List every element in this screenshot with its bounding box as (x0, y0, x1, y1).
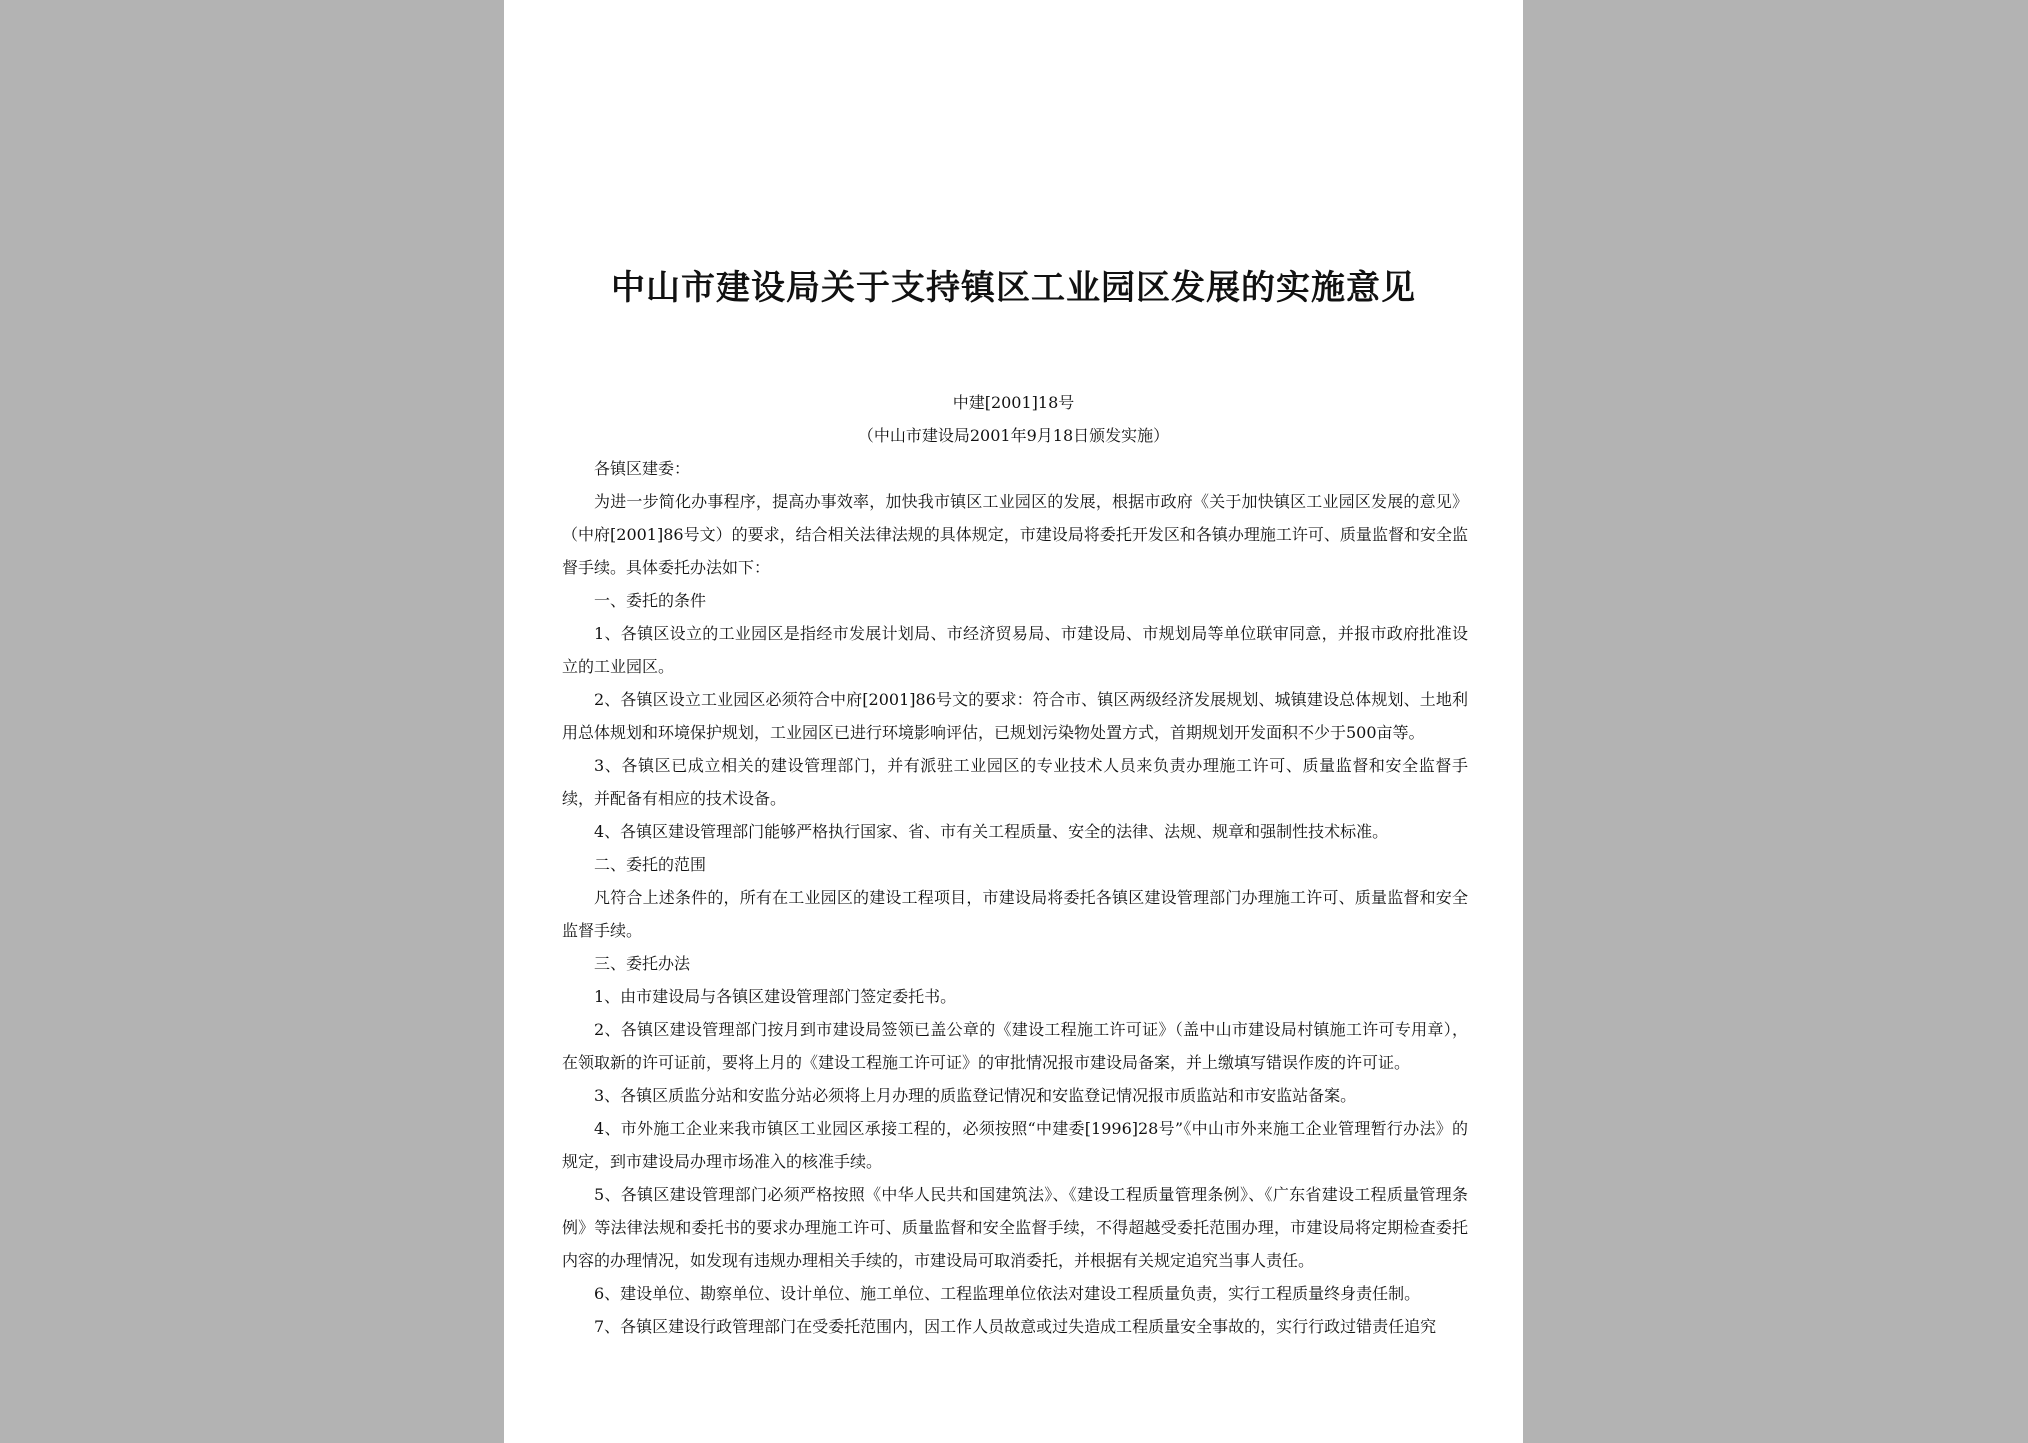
paragraph: 为进一步简化办事程序，提高办事效率，加快我市镇区工业园区的发展，根据市政府《关于加快镇区工业园区发展的意见》（中府[2001]86号文）的要求，结合相关法律法规的具体规定，市建设局将委托开发区和各镇办理施工许可、质量监督和安全监督手续。具体委托办法如下： (562, 492, 1468, 577)
paragraph: 5、各镇区建设管理部门必须严格按照《中华人民共和国建筑法》、《建设工程质量管理条例》、《广东省建设工程质量管理条例》等法律法规和委托书的要求办理施工许可、质量监督和安全监督手续，不得超越受委托范围办理，市建设局将定期检查委托内容的办理情况，如发现有违规办理相关手续的，市建设局可取消委托，并根据有关规定追究当事人责任。 (562, 1185, 1468, 1270)
section-heading: 二、委托的范围 (594, 855, 707, 874)
paragraph: 凡符合上述条件的，所有在工业园区的建设工程项目，市建设局将委托各镇区建设管理部门办理施工许可、质量监督和安全监督手续。 (562, 888, 1468, 940)
paragraph: 2、各镇区设立工业园区必须符合中府[2001]86号文的要求：符合市、镇区两级经济发展规划、城镇建设总体规划、土地利用总体规划和环境保护规划，工业园区已进行环境影响评估，已规划污染物处置方式，首期规划开发面积不少于500亩等。 (562, 690, 1468, 742)
document-title: 中山市建设局关于支持镇区工业园区发展的实施意见 (611, 268, 1416, 308)
paragraph: 4、各镇区建设管理部门能够严格执行国家、省、市有关工程质量、安全的法律、法规、规章和强制性技术标准。 (594, 822, 1389, 841)
document-body (562, 452, 1468, 1343)
paragraph: 6、建设单位、勘察单位、设计单位、施工单位、工程监理单位依法对建设工程质量负责，实行工程质量终身责任制。 (594, 1284, 1421, 1303)
paragraph: 4、市外施工企业来我市镇区工业园区承接工程的，必须按照“中建委[1996]28号”《中山市外来施工企业管理暂行办法》的规定，到市建设局办理市场准入的核准手续。 (562, 1119, 1468, 1171)
paragraph: 3、各镇区质监分站和安监分站必须将上月办理的质监登记情况和安监登记情况报市质监站和市安监站备案。 (594, 1086, 1357, 1105)
document-number: 中建[2001]18号 (952, 393, 1075, 412)
paragraph: 3、各镇区已成立相关的建设管理部门，并有派驻工业园区的专业技术人员来负责办理施工许可、质量监督和安全监督手续，并配备有相应的技术设备。 (562, 756, 1468, 808)
issued-line: （中山市建设局2001年9月18日颁发实施） (857, 426, 1170, 445)
section-heading: 一、委托的条件 (594, 591, 707, 610)
document-page (504, 0, 1523, 1443)
paragraph: 1、由市建设局与各镇区建设管理部门签定委托书。 (594, 987, 957, 1006)
paragraph: 1、各镇区设立的工业园区是指经市发展计划局、市经济贸易局、市建设局、市规划局等单位联审同意，并报市政府批准设立的工业园区。 (562, 624, 1468, 676)
paragraph: 2、各镇区建设管理部门按月到市建设局签领已盖公章的《建设工程施工许可证》（盖中山市建设局村镇施工许可专用章），在领取新的许可证前，要将上月的《建设工程施工许可证》的审批情况报市建设局备案，并上缴填写错误作废的许可证。 (562, 1020, 1468, 1072)
paragraph: 各镇区建委： (594, 459, 691, 478)
section-heading: 三、委托办法 (594, 954, 691, 973)
paragraph: 7、各镇区建设行政管理部门在受委托范围内，因工作人员故意或过失造成工程质量安全事故的，实行行政过错责任追究 (594, 1317, 1437, 1336)
